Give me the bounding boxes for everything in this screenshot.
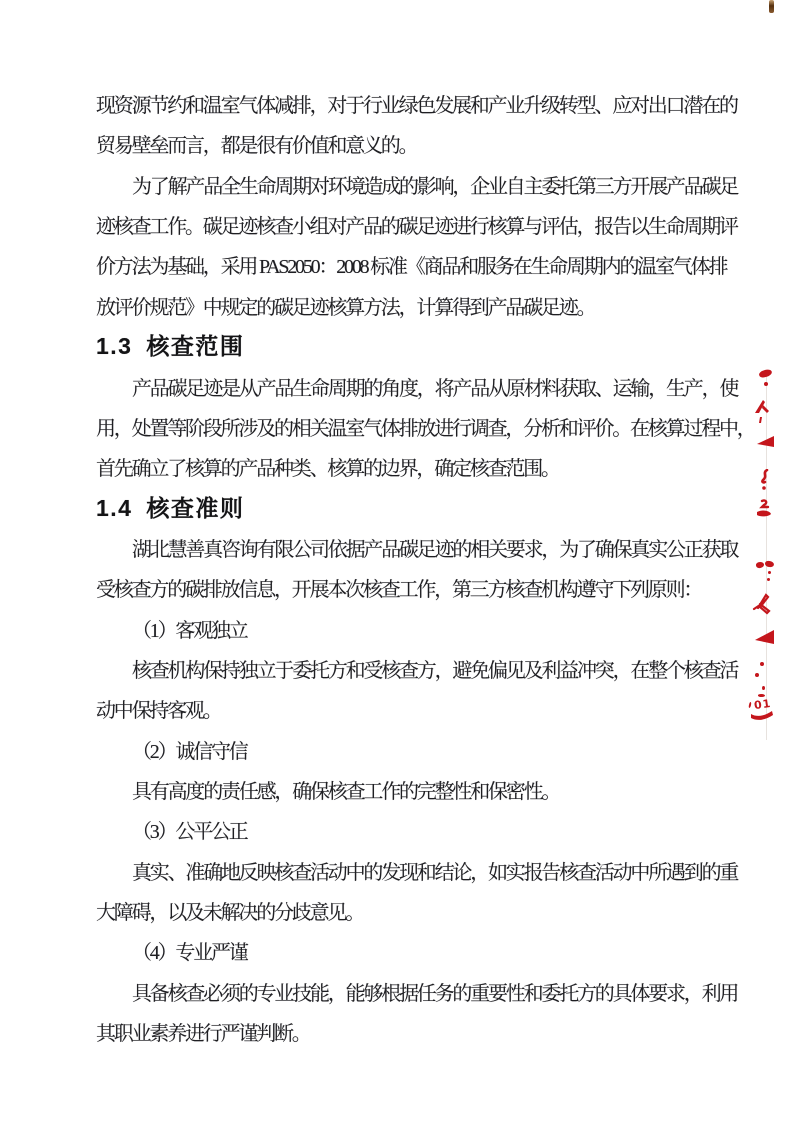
red-annotation-fragment-text: 01	[753, 696, 773, 713]
list-item-heading-2: （2）诚信守信	[132, 741, 247, 763]
text-line: 湖北慧善真咨询有限公司依据产品碳足迹的相关要求，为了确保真实公正获取	[132, 539, 738, 561]
text-line: 用，处置等阶段所涉及的相关温室气体排放进行调查，分析和评价。在核算过程中，	[96, 418, 755, 440]
text-line: 具备核查必须的专业技能，能够根据任务的重要性和委托方的具体要求，利用	[132, 983, 738, 1005]
text-line: 动中保持客观。	[96, 700, 221, 722]
text-line: 迹核查工作。碳足迹核查小组对产品的碳足迹进行核算与评估，报告以生命周期评	[96, 216, 737, 238]
red-annotation-comma-stroke-icon	[755, 368, 775, 388]
section-heading-1-4: 1.4 核查准则	[96, 495, 245, 521]
red-annotation-triangle-flag-icon	[756, 435, 775, 449]
red-annotation-zero-one-swoosh-icon	[748, 698, 776, 722]
corner-scan-mark	[769, 0, 774, 13]
section-heading-1-3: 1.3 核查范围	[96, 333, 245, 359]
text-line: 为了解产品全生命周期对环境造成的影响，企业自主委托第三方开展产品碳足	[132, 176, 738, 198]
text-line: 核查机构保持独立于委托方和受核查方，避免偏见及利益冲突，在整个核查活	[132, 660, 738, 682]
red-annotation-dot-trio-icon	[753, 661, 771, 699]
red-annotation-caret-stroke-icon	[753, 398, 771, 424]
text-line: 大障碍，以及未解决的分歧意见。	[96, 902, 363, 924]
text-line: 贸易壁垒而言，都是很有价值和意义的。	[96, 135, 417, 157]
text-line: 现资源节约和温室气体减排，对于行业绿色发展和产业升级转型、应对出口潜在的	[96, 95, 737, 117]
red-annotation-numeral-blob-icon	[754, 499, 774, 521]
text-line: 受核查方的碳排放信息，开展本次核查工作，第三方核查机构遵守下列原则：	[96, 579, 702, 601]
text-line: 价方法为基础，采用 PAS2050：2008 标准《商品和服务在生命周期内的温室气体排	[96, 256, 727, 278]
list-item-heading-4: （4）专业严谨	[132, 942, 247, 964]
red-annotation-triangle-flag-large-icon	[754, 628, 775, 646]
text-line: 首先确立了核算的产品种类、核算的边界，确定核查范围。	[96, 458, 559, 480]
red-annotation-double-blob-icon	[755, 560, 775, 582]
list-item-heading-1: （1）客观独立	[132, 620, 247, 642]
text-line: 具有高度的责任感，确保核查工作的完整性和保密性。	[132, 781, 560, 803]
text-line: 其职业素养进行严谨判断。	[96, 1023, 310, 1045]
red-annotation-k-stroke-icon	[752, 593, 772, 615]
text-line: 放评价规范》中规定的碳足迹核算方法，计算得到产品碳足迹。	[96, 297, 595, 319]
list-item-heading-3: （3）公平公正	[132, 821, 247, 843]
text-line: 真实、准确地反映核查活动中的发现和结论，如实报告核查活动中所遇到的重	[132, 862, 738, 884]
red-annotation-curl-stroke-icon	[758, 469, 772, 491]
text-line: 产品碳足迹是从产品生命周期的角度，将产品从原材料获取、运输，生产，使	[132, 378, 738, 400]
